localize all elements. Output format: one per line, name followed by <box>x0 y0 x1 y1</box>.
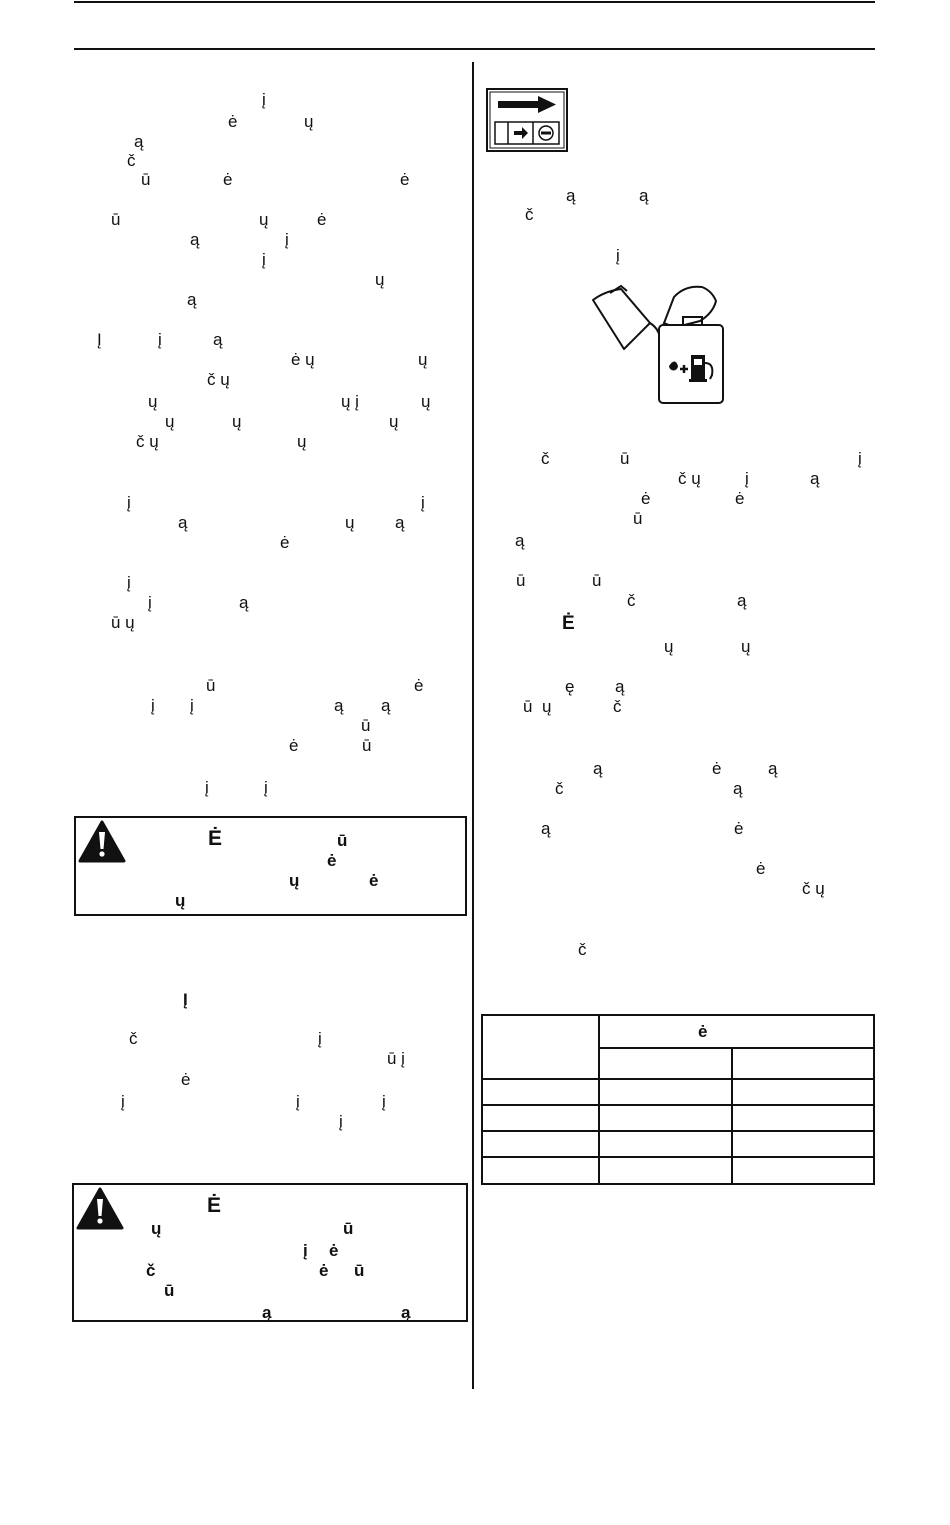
text-fragment: į <box>382 1092 386 1111</box>
text-fragment: ų <box>741 637 751 656</box>
text-fragment: č ų <box>678 469 701 488</box>
text-fragment: į <box>151 696 155 715</box>
text-fragment: ė <box>280 533 290 552</box>
text-fragment: č <box>127 151 136 170</box>
text-fragment: į <box>262 250 266 269</box>
text-fragment: ū <box>343 1219 354 1238</box>
text-fragment: ą <box>615 677 625 696</box>
text-fragment: ū <box>354 1261 365 1280</box>
text-fragment: ų <box>418 350 428 369</box>
text-fragment: į <box>303 1241 308 1260</box>
text-fragment: ą <box>381 696 391 715</box>
text-fragment: ų <box>542 697 552 716</box>
table-row-line <box>483 1078 873 1080</box>
text-fragment: ų <box>165 412 175 431</box>
table-row-line <box>483 1130 873 1132</box>
text-fragment: ė <box>734 819 744 838</box>
text-fragment: ė <box>317 210 327 229</box>
text-fragment: ą <box>593 759 603 778</box>
text-fragment: į <box>205 778 209 797</box>
warning-icon <box>78 820 126 864</box>
text-fragment: Į <box>97 330 102 349</box>
text-fragment: ū <box>361 716 371 735</box>
text-fragment: ė <box>641 489 651 508</box>
text-fragment: ū <box>633 509 643 528</box>
text-fragment: ū <box>592 571 602 590</box>
text-fragment: č <box>525 205 534 224</box>
text-fragment: ų <box>148 392 158 411</box>
text-fragment: ą <box>733 779 743 798</box>
text-fragment: ą <box>768 759 778 778</box>
text-fragment: ę <box>565 677 575 696</box>
warning-icon <box>76 1187 124 1231</box>
text-fragment: č ų <box>207 370 230 389</box>
text-fragment: ą <box>334 696 344 715</box>
top-rule <box>74 1 875 3</box>
text-fragment: Ė <box>562 613 575 634</box>
header-rule <box>74 48 875 50</box>
text-fragment: ū <box>362 736 372 755</box>
text-fragment: ū į <box>387 1049 405 1068</box>
text-fragment: ė <box>329 1241 339 1260</box>
text-fragment: ė <box>228 112 238 131</box>
warning-box-1 <box>74 816 467 916</box>
text-fragment: ų <box>297 432 307 451</box>
text-fragment: ū <box>141 170 151 189</box>
text-fragment: ą <box>541 819 551 838</box>
text-fragment: ą <box>190 230 200 249</box>
table-row-line <box>483 1104 873 1106</box>
text-fragment: ą <box>395 513 405 532</box>
table-row-line <box>598 1047 873 1049</box>
text-fragment: ė <box>369 871 379 890</box>
text-fragment: ų <box>421 392 431 411</box>
text-fragment: ą <box>262 1303 272 1322</box>
text-fragment: ū <box>206 676 216 695</box>
text-fragment: ė ų <box>291 350 315 369</box>
text-fragment: ą <box>639 186 649 205</box>
warning-box-2 <box>72 1183 468 1322</box>
text-fragment: ų į <box>341 392 359 411</box>
text-fragment: ė <box>327 851 337 870</box>
text-fragment: ū <box>164 1281 175 1300</box>
text-fragment: į <box>616 246 620 265</box>
text-fragment: į <box>264 778 268 797</box>
text-fragment: ą <box>810 469 820 488</box>
text-fragment: ų <box>389 412 399 431</box>
text-fragment: ų <box>375 270 385 289</box>
text-fragment: ą <box>566 186 576 205</box>
fuel-mixing-illustration <box>590 283 730 407</box>
text-fragment: Į <box>183 990 188 1009</box>
text-fragment: ė <box>756 859 766 878</box>
text-fragment: ų <box>304 112 314 131</box>
text-fragment: į <box>127 493 131 512</box>
text-fragment: ė <box>712 759 722 778</box>
text-fragment: ė <box>223 170 233 189</box>
text-fragment: ų <box>232 412 242 431</box>
text-fragment: ą <box>239 593 249 612</box>
text-fragment: į <box>127 573 131 592</box>
text-fragment: č ų <box>802 879 825 898</box>
table-row-line <box>483 1156 873 1158</box>
text-fragment: ė <box>400 170 410 189</box>
text-fragment: į <box>262 90 266 109</box>
text-fragment: č ų <box>136 432 159 451</box>
text-fragment: ė <box>289 736 299 755</box>
text-fragment: į <box>148 593 152 612</box>
table-header: ė <box>698 1022 708 1041</box>
text-fragment: ū ų <box>111 613 135 632</box>
text-fragment: ų <box>664 637 674 656</box>
text-fragment: ė <box>414 676 424 695</box>
text-fragment: č <box>578 940 587 959</box>
text-fragment: ą <box>178 513 188 532</box>
text-fragment: ū <box>111 210 121 229</box>
text-fragment: ų <box>345 513 355 532</box>
text-fragment: ū <box>516 571 526 590</box>
text-fragment: į <box>421 493 425 512</box>
table-column-line <box>731 1047 733 1183</box>
text-fragment: ų <box>289 871 300 890</box>
text-fragment: Ė <box>208 827 223 850</box>
text-fragment: ū <box>620 449 630 468</box>
text-fragment: ū <box>523 697 533 716</box>
text-fragment: ų <box>259 210 269 229</box>
text-fragment: ė <box>735 489 745 508</box>
text-fragment: ą <box>213 330 223 349</box>
text-fragment: č <box>613 697 622 716</box>
text-fragment: ė <box>319 1261 329 1280</box>
text-fragment: č <box>555 779 564 798</box>
fuel-mix-table <box>481 1014 875 1185</box>
text-fragment: Ė <box>207 1194 222 1217</box>
text-fragment: į <box>339 1112 343 1131</box>
column-divider <box>472 62 474 1389</box>
text-fragment: į <box>285 230 289 249</box>
text-fragment: ą <box>737 591 747 610</box>
text-fragment: ą <box>515 531 525 550</box>
text-fragment: į <box>745 469 749 488</box>
text-fragment: ą <box>401 1303 411 1322</box>
table-column-line <box>598 1016 600 1183</box>
text-fragment: ą <box>187 290 197 309</box>
text-fragment: ų <box>175 891 186 910</box>
text-fragment: ą <box>134 132 144 151</box>
text-fragment: į <box>190 696 194 715</box>
text-fragment: į <box>296 1092 300 1111</box>
direction-sticker-icon <box>486 88 568 152</box>
text-fragment: č <box>627 591 636 610</box>
text-fragment: č <box>541 449 550 468</box>
text-fragment: ė <box>181 1070 191 1089</box>
text-fragment: č <box>129 1029 138 1048</box>
text-fragment: č <box>146 1261 156 1280</box>
text-fragment: ū <box>337 831 348 850</box>
text-fragment: į <box>121 1092 125 1111</box>
text-fragment: ų <box>151 1219 162 1238</box>
text-fragment: į <box>318 1029 322 1048</box>
text-fragment: į <box>158 330 162 349</box>
text-fragment: į <box>858 449 862 468</box>
